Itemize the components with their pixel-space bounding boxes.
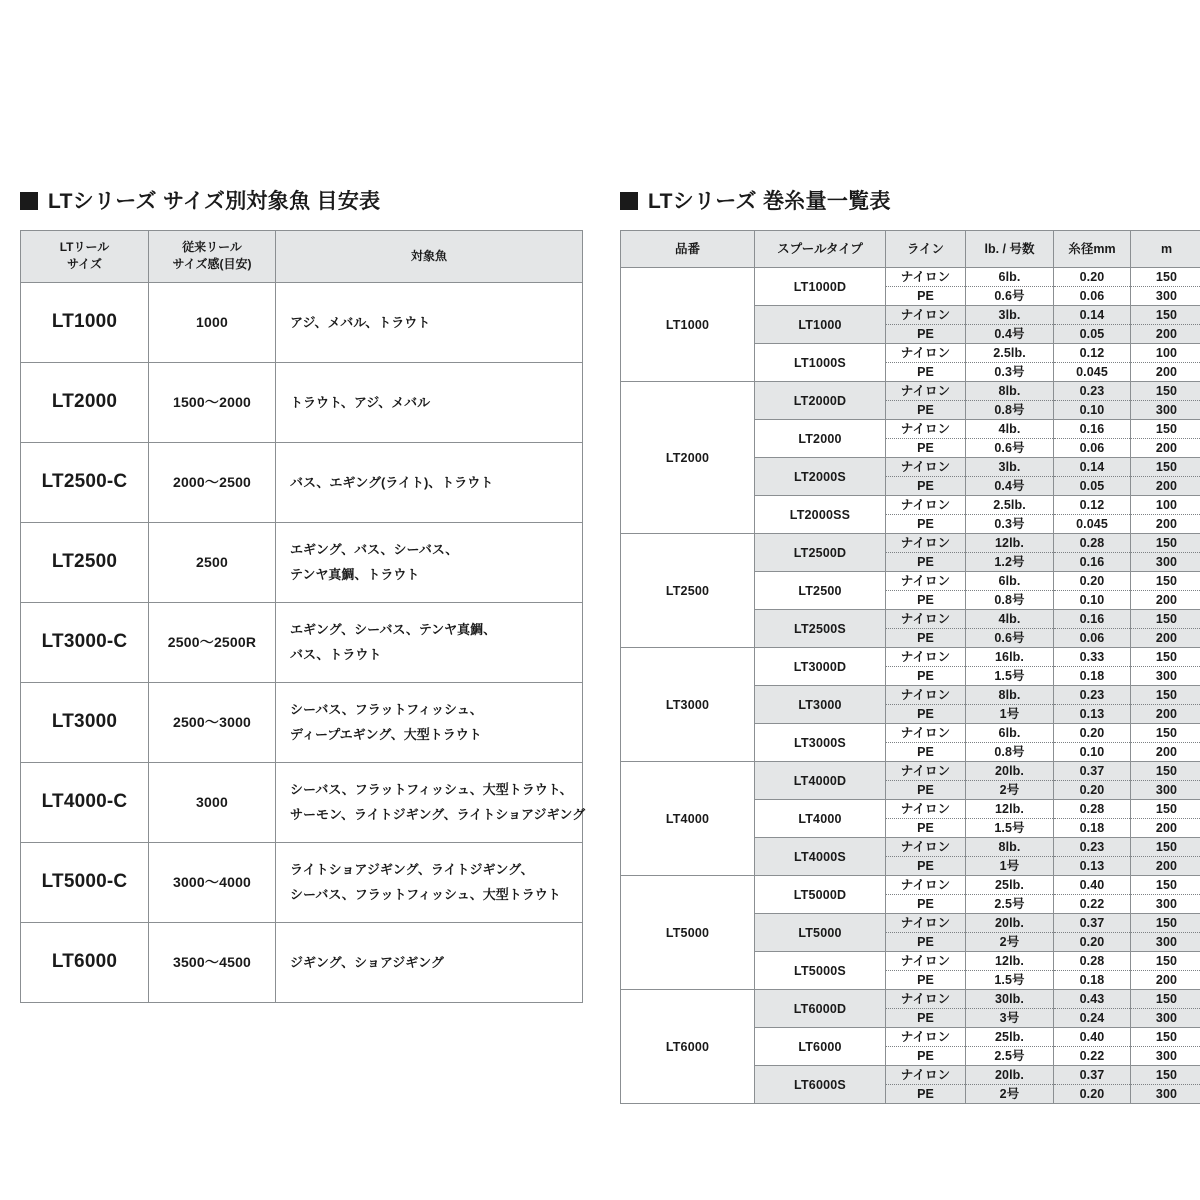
line-capacity-panel <box>620 186 1180 1104</box>
cell-meters: 150 <box>1131 990 1200 1009</box>
cell-meters: 150 <box>1131 838 1200 857</box>
fish-line: バス、エギング(ライト)、トラウト <box>290 474 494 490</box>
cell-diameter: 0.33 <box>1054 648 1131 667</box>
cell-diameter: 0.045 <box>1054 515 1131 534</box>
cell-diameter: 0.20 <box>1054 781 1131 800</box>
cell-lb-gou: 1.5号 <box>966 667 1054 686</box>
cell-meters: 150 <box>1131 382 1200 401</box>
cell-lb-gou: 1号 <box>966 857 1054 876</box>
table-row <box>621 762 1200 781</box>
cell-lb-gou: 4lb. <box>966 610 1054 629</box>
cell-lb-gou: 1.5号 <box>966 819 1054 838</box>
cell-spool-type: LT6000S <box>755 1066 886 1104</box>
cell-line-material: ナイロン <box>886 914 966 933</box>
cell-lb-gou: 1.5号 <box>966 971 1054 990</box>
header-line-1: 従来リール <box>182 240 242 254</box>
header-line-2: サイズ感(目安) <box>172 257 252 272</box>
cell-lb-gou: 6lb. <box>966 572 1054 591</box>
cell-line-material: PE <box>886 553 966 572</box>
cell-spool-type: LT2000 <box>755 420 886 458</box>
table-row <box>21 842 583 922</box>
fish-line: エギング、シーバス、テンヤ真鯛、 <box>290 621 497 637</box>
cell-target-fish <box>276 442 583 522</box>
cell-legacy-size: 1500〜2000 <box>149 362 276 442</box>
cell-line-material: ナイロン <box>886 952 966 971</box>
table-header-row <box>21 231 583 283</box>
cell-spool-type: LT6000 <box>755 1028 886 1066</box>
cell-target-fish <box>276 842 583 922</box>
cell-line-material: ナイロン <box>886 1066 966 1085</box>
cell-legacy-size: 2000〜2500 <box>149 442 276 522</box>
cell-spool-type: LT3000D <box>755 648 886 686</box>
table-row <box>621 990 1200 1009</box>
cell-diameter: 0.40 <box>1054 876 1131 895</box>
cell-lb-gou: 0.3号 <box>966 363 1054 382</box>
cell-meters: 200 <box>1131 515 1200 534</box>
cell-target-fish <box>276 522 583 602</box>
column-header-target-fish <box>276 231 583 283</box>
cell-diameter: 0.16 <box>1054 553 1131 572</box>
cell-line-material: PE <box>886 667 966 686</box>
table-row <box>21 282 583 362</box>
cell-spool-type: LT5000D <box>755 876 886 914</box>
cell-lb-gou: 6lb. <box>966 268 1054 287</box>
fish-line: トラウト、アジ、メバル <box>290 394 431 410</box>
cell-spool-type: LT5000S <box>755 952 886 990</box>
cell-diameter: 0.13 <box>1054 857 1131 876</box>
cell-lt-size: LT3000 <box>21 682 149 762</box>
header-line-1: LTリール <box>59 240 110 254</box>
cell-meters: 150 <box>1131 268 1200 287</box>
table-row <box>21 682 583 762</box>
cell-meters: 300 <box>1131 1085 1200 1104</box>
cell-legacy-size: 3000 <box>149 762 276 842</box>
cell-line-material: ナイロン <box>886 496 966 515</box>
cell-target-fish <box>276 602 583 682</box>
header-line-1: 対象魚 <box>410 248 447 263</box>
cell-meters: 100 <box>1131 344 1200 363</box>
cell-lt-size: LT2500 <box>21 522 149 602</box>
cell-meters: 150 <box>1131 876 1200 895</box>
cell-diameter: 0.23 <box>1054 382 1131 401</box>
left-section-heading <box>20 186 582 216</box>
cell-lt-size: LT1000 <box>21 282 149 362</box>
cell-lb-gou: 25lb. <box>966 876 1054 895</box>
cell-meters: 150 <box>1131 306 1200 325</box>
cell-diameter: 0.20 <box>1054 268 1131 287</box>
cell-spool-type: LT2000SS <box>755 496 886 534</box>
cell-diameter: 0.37 <box>1054 1066 1131 1085</box>
cell-diameter: 0.13 <box>1054 705 1131 724</box>
cell-meters: 150 <box>1131 458 1200 477</box>
cell-diameter: 0.23 <box>1054 838 1131 857</box>
cell-lb-gou: 30lb. <box>966 990 1054 1009</box>
cell-meters: 150 <box>1131 1028 1200 1047</box>
cell-lb-gou: 2号 <box>966 1085 1054 1104</box>
cell-spool-type: LT4000 <box>755 800 886 838</box>
cell-line-material: PE <box>886 629 966 648</box>
cell-line-material: ナイロン <box>886 762 966 781</box>
cell-line-material: PE <box>886 781 966 800</box>
cell-line-material: PE <box>886 363 966 382</box>
cell-meters: 200 <box>1131 705 1200 724</box>
cell-lb-gou: 2.5号 <box>966 895 1054 914</box>
cell-spool-type: LT4000S <box>755 838 886 876</box>
cell-model-number: LT4000 <box>621 762 755 876</box>
cell-line-material: PE <box>886 1085 966 1104</box>
cell-diameter: 0.24 <box>1054 1009 1131 1028</box>
right-section-heading <box>620 186 1180 216</box>
cell-line-material: PE <box>886 857 966 876</box>
cell-meters: 200 <box>1131 743 1200 762</box>
column-header-model-number: 品番 <box>621 231 755 268</box>
column-header-line: ライン <box>886 231 966 268</box>
cell-meters: 300 <box>1131 667 1200 686</box>
cell-line-material: ナイロン <box>886 610 966 629</box>
cell-spool-type: LT2500 <box>755 572 886 610</box>
cell-lb-gou: 20lb. <box>966 1066 1054 1085</box>
cell-diameter: 0.16 <box>1054 610 1131 629</box>
column-header-diameter-mm: 糸径mm <box>1054 231 1131 268</box>
cell-meters: 150 <box>1131 534 1200 553</box>
cell-line-material: ナイロン <box>886 838 966 857</box>
cell-line-material: ナイロン <box>886 344 966 363</box>
black-square-icon <box>20 192 38 210</box>
cell-model-number: LT2000 <box>621 382 755 534</box>
cell-diameter: 0.28 <box>1054 534 1131 553</box>
cell-meters: 300 <box>1131 895 1200 914</box>
cell-lb-gou: 2号 <box>966 781 1054 800</box>
cell-diameter: 0.06 <box>1054 439 1131 458</box>
cell-meters: 200 <box>1131 477 1200 496</box>
cell-diameter: 0.12 <box>1054 496 1131 515</box>
cell-meters: 300 <box>1131 401 1200 420</box>
cell-diameter: 0.20 <box>1054 724 1131 743</box>
cell-lb-gou: 12lb. <box>966 534 1054 553</box>
fish-line: サーモン、ライトジギング、ライトショアジギング <box>290 807 586 823</box>
cell-lb-gou: 8lb. <box>966 838 1054 857</box>
cell-meters: 200 <box>1131 591 1200 610</box>
cell-meters: 150 <box>1131 420 1200 439</box>
cell-diameter: 0.37 <box>1054 914 1131 933</box>
cell-diameter: 0.05 <box>1054 325 1131 344</box>
cell-line-material: PE <box>886 743 966 762</box>
header-line-2: サイズ <box>66 257 103 272</box>
cell-lt-size: LT6000 <box>21 922 149 1002</box>
cell-diameter: 0.23 <box>1054 686 1131 705</box>
table-row <box>21 522 583 602</box>
table-row <box>21 362 583 442</box>
cell-meters: 150 <box>1131 686 1200 705</box>
cell-line-material: PE <box>886 971 966 990</box>
cell-lb-gou: 20lb. <box>966 762 1054 781</box>
cell-diameter: 0.05 <box>1054 477 1131 496</box>
cell-lb-gou: 4lb. <box>966 420 1054 439</box>
cell-line-material: PE <box>886 819 966 838</box>
table-row <box>621 648 1200 667</box>
cell-line-material: PE <box>886 933 966 952</box>
cell-lb-gou: 0.6号 <box>966 287 1054 306</box>
cell-line-material: ナイロン <box>886 306 966 325</box>
cell-meters: 300 <box>1131 781 1200 800</box>
cell-spool-type: LT2500D <box>755 534 886 572</box>
cell-line-material: PE <box>886 1009 966 1028</box>
cell-lb-gou: 0.4号 <box>966 477 1054 496</box>
cell-legacy-size: 2500〜3000 <box>149 682 276 762</box>
table-header-row <box>621 231 1200 268</box>
cell-spool-type: LT5000 <box>755 914 886 952</box>
cell-lb-gou: 3lb. <box>966 458 1054 477</box>
cell-spool-type: LT2000S <box>755 458 886 496</box>
cell-spool-type: LT2000D <box>755 382 886 420</box>
cell-diameter: 0.12 <box>1054 344 1131 363</box>
cell-lb-gou: 0.4号 <box>966 325 1054 344</box>
cell-line-material: PE <box>886 895 966 914</box>
cell-meters: 150 <box>1131 952 1200 971</box>
cell-line-material: ナイロン <box>886 420 966 439</box>
cell-lb-gou: 0.8号 <box>966 743 1054 762</box>
cell-legacy-size: 2500 <box>149 522 276 602</box>
cell-diameter: 0.28 <box>1054 800 1131 819</box>
cell-meters: 300 <box>1131 933 1200 952</box>
cell-meters: 150 <box>1131 914 1200 933</box>
cell-lb-gou: 16lb. <box>966 648 1054 667</box>
cell-lb-gou: 0.3号 <box>966 515 1054 534</box>
cell-line-material: ナイロン <box>886 268 966 287</box>
cell-line-material: PE <box>886 591 966 610</box>
cell-line-material: ナイロン <box>886 572 966 591</box>
cell-spool-type: LT2500S <box>755 610 886 648</box>
cell-line-material: ナイロン <box>886 876 966 895</box>
cell-diameter: 0.43 <box>1054 990 1131 1009</box>
cell-diameter: 0.37 <box>1054 762 1131 781</box>
cell-diameter: 0.10 <box>1054 401 1131 420</box>
cell-diameter: 0.18 <box>1054 819 1131 838</box>
cell-diameter: 0.14 <box>1054 458 1131 477</box>
cell-diameter: 0.10 <box>1054 591 1131 610</box>
cell-target-fish <box>276 682 583 762</box>
table-row <box>21 602 583 682</box>
cell-diameter: 0.16 <box>1054 420 1131 439</box>
table-row <box>21 922 583 1002</box>
cell-line-material: PE <box>886 401 966 420</box>
fish-line: シーバス、フラットフィッシュ、大型トラウト、 <box>290 781 573 797</box>
cell-model-number: LT1000 <box>621 268 755 382</box>
cell-target-fish <box>276 282 583 362</box>
right-section-title: LTシリーズ 巻糸量一覧表 <box>648 189 891 213</box>
fish-line: バス、トラウト <box>290 647 382 663</box>
fish-line: ライトショアジギング、ライトジギング、 <box>290 861 534 877</box>
cell-meters: 200 <box>1131 857 1200 876</box>
cell-legacy-size: 3000〜4000 <box>149 842 276 922</box>
cell-lb-gou: 2.5lb. <box>966 344 1054 363</box>
cell-meters: 150 <box>1131 724 1200 743</box>
table-row <box>621 382 1200 401</box>
cell-line-material: ナイロン <box>886 686 966 705</box>
cell-meters: 300 <box>1131 1047 1200 1066</box>
column-header-lb-gou: lb. / 号数 <box>966 231 1054 268</box>
cell-lb-gou: 12lb. <box>966 952 1054 971</box>
cell-line-material: ナイロン <box>886 648 966 667</box>
cell-model-number: LT2500 <box>621 534 755 648</box>
cell-meters: 150 <box>1131 1066 1200 1085</box>
cell-meters: 200 <box>1131 971 1200 990</box>
cell-lt-size: LT4000-C <box>21 762 149 842</box>
cell-diameter: 0.22 <box>1054 895 1131 914</box>
cell-line-material: ナイロン <box>886 800 966 819</box>
cell-target-fish <box>276 762 586 842</box>
cell-spool-type: LT4000D <box>755 762 886 800</box>
cell-lb-gou: 0.6号 <box>966 439 1054 458</box>
cell-diameter: 0.18 <box>1054 971 1131 990</box>
cell-lb-gou: 25lb. <box>966 1028 1054 1047</box>
cell-lt-size: LT5000-C <box>21 842 149 922</box>
cell-lb-gou: 3lb. <box>966 306 1054 325</box>
cell-diameter: 0.10 <box>1054 743 1131 762</box>
table-row <box>21 762 583 842</box>
cell-lb-gou: 2号 <box>966 933 1054 952</box>
cell-diameter: 0.045 <box>1054 363 1131 382</box>
cell-target-fish <box>276 362 583 442</box>
cell-diameter: 0.20 <box>1054 933 1131 952</box>
target-fish-table <box>20 230 586 1003</box>
fish-line: ディープエギング、大型トラウト <box>290 727 482 743</box>
cell-meters: 150 <box>1131 800 1200 819</box>
cell-meters: 150 <box>1131 610 1200 629</box>
cell-lb-gou: 2.5号 <box>966 1047 1054 1066</box>
cell-line-material: ナイロン <box>886 1028 966 1047</box>
table-row <box>621 534 1200 553</box>
cell-meters: 200 <box>1131 439 1200 458</box>
table-row <box>21 442 583 522</box>
cell-line-material: ナイロン <box>886 724 966 743</box>
column-header-spool-type: スプールタイプ <box>755 231 886 268</box>
fish-line: アジ、メバル、トラウト <box>290 314 431 330</box>
cell-lb-gou: 2.5lb. <box>966 496 1054 515</box>
cell-line-material: ナイロン <box>886 382 966 401</box>
cell-line-material: ナイロン <box>886 458 966 477</box>
column-header-lt-size <box>21 231 149 283</box>
cell-model-number: LT6000 <box>621 990 755 1104</box>
cell-legacy-size: 2500〜2500R <box>149 602 276 682</box>
cell-lb-gou: 6lb. <box>966 724 1054 743</box>
cell-lb-gou: 12lb. <box>966 800 1054 819</box>
cell-line-material: PE <box>886 1047 966 1066</box>
cell-lt-size: LT3000-C <box>21 602 149 682</box>
cell-lb-gou: 0.6号 <box>966 629 1054 648</box>
cell-line-material: PE <box>886 515 966 534</box>
column-header-legacy-size <box>149 231 276 283</box>
cell-legacy-size: 3500〜4500 <box>149 922 276 1002</box>
cell-meters: 150 <box>1131 572 1200 591</box>
cell-lb-gou: 3号 <box>966 1009 1054 1028</box>
cell-meters: 100 <box>1131 496 1200 515</box>
fish-line: シーバス、フラットフィッシュ、 <box>290 701 483 717</box>
column-header-meters: m <box>1131 231 1200 268</box>
fish-line: テンヤ真鯛、トラウト <box>290 567 420 583</box>
cell-lb-gou: 0.8号 <box>966 591 1054 610</box>
cell-line-material: ナイロン <box>886 534 966 553</box>
cell-lb-gou: 20lb. <box>966 914 1054 933</box>
cell-lt-size: LT2000 <box>21 362 149 442</box>
cell-diameter: 0.06 <box>1054 629 1131 648</box>
cell-line-material: PE <box>886 287 966 306</box>
cell-model-number: LT3000 <box>621 648 755 762</box>
cell-line-material: PE <box>886 325 966 344</box>
cell-meters: 200 <box>1131 819 1200 838</box>
black-square-icon <box>620 192 638 210</box>
cell-spool-type: LT1000S <box>755 344 886 382</box>
cell-diameter: 0.06 <box>1054 287 1131 306</box>
cell-diameter: 0.22 <box>1054 1047 1131 1066</box>
cell-spool-type: LT1000D <box>755 268 886 306</box>
cell-legacy-size: 1000 <box>149 282 276 362</box>
cell-model-number: LT5000 <box>621 876 755 990</box>
cell-line-material: PE <box>886 705 966 724</box>
cell-lb-gou: 8lb. <box>966 382 1054 401</box>
left-section-title: LTシリーズ サイズ別対象魚 目安表 <box>48 189 381 213</box>
line-capacity-table-body <box>621 268 1200 1104</box>
cell-diameter: 0.18 <box>1054 667 1131 686</box>
cell-line-material: PE <box>886 477 966 496</box>
cell-target-fish <box>276 922 583 1002</box>
cell-spool-type: LT3000 <box>755 686 886 724</box>
cell-meters: 150 <box>1131 648 1200 667</box>
cell-meters: 200 <box>1131 363 1200 382</box>
cell-line-material: ナイロン <box>886 990 966 1009</box>
target-fish-panel <box>20 186 586 1003</box>
cell-lt-size: LT2500-C <box>21 442 149 522</box>
fish-line: ジギング、ショアジギング <box>290 954 444 970</box>
table-row <box>621 876 1200 895</box>
cell-spool-type: LT6000D <box>755 990 886 1028</box>
cell-diameter: 0.20 <box>1054 1085 1131 1104</box>
cell-line-material: PE <box>886 439 966 458</box>
cell-lb-gou: 1号 <box>966 705 1054 724</box>
cell-meters: 300 <box>1131 553 1200 572</box>
cell-meters: 200 <box>1131 325 1200 344</box>
cell-diameter: 0.28 <box>1054 952 1131 971</box>
cell-meters: 200 <box>1131 629 1200 648</box>
cell-spool-type: LT1000 <box>755 306 886 344</box>
cell-lb-gou: 8lb. <box>966 686 1054 705</box>
cell-diameter: 0.40 <box>1054 1028 1131 1047</box>
cell-diameter: 0.14 <box>1054 306 1131 325</box>
line-capacity-table <box>620 230 1200 1104</box>
cell-spool-type: LT3000S <box>755 724 886 762</box>
fish-line: シーバス、フラットフィッシュ、大型トラウト <box>290 887 561 903</box>
fish-line: エギング、バス、シーバス、 <box>290 541 459 557</box>
cell-meters: 300 <box>1131 287 1200 306</box>
cell-lb-gou: 1.2号 <box>966 553 1054 572</box>
target-fish-table-body <box>21 282 586 1002</box>
cell-meters: 150 <box>1131 762 1200 781</box>
cell-meters: 300 <box>1131 1009 1200 1028</box>
cell-diameter: 0.20 <box>1054 572 1131 591</box>
table-row <box>621 268 1200 287</box>
cell-lb-gou: 0.8号 <box>966 401 1054 420</box>
